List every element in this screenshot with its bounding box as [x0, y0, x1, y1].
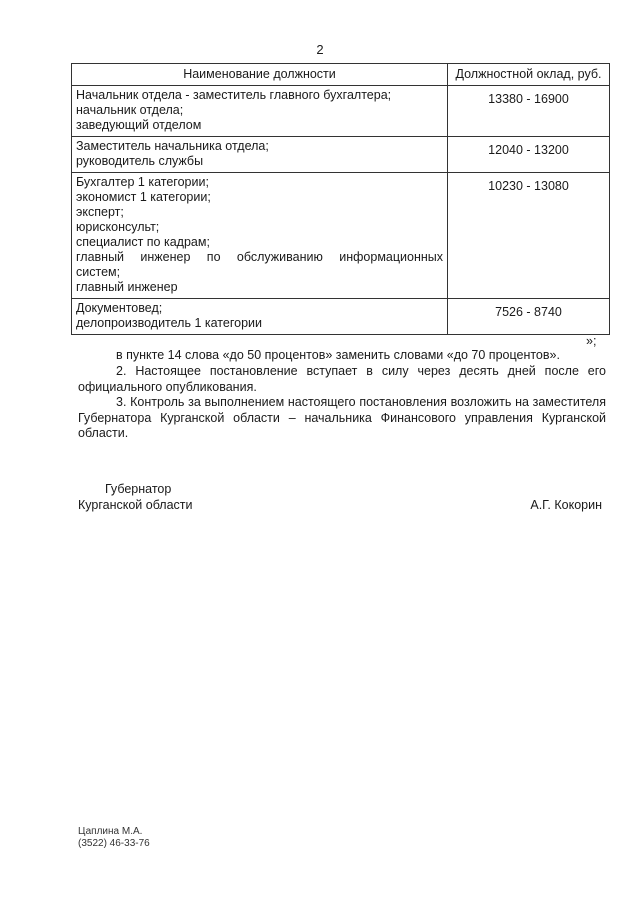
executor-name: Цаплина М.А. [78, 826, 143, 837]
signature-title [78, 481, 193, 513]
signature-title-line: Курганской области [78, 498, 193, 512]
header-position: Наименование должности [72, 64, 448, 86]
position-line: главный инженер по обслуживанию информационных [76, 250, 443, 264]
salary-cell: 12040 - 13200 [448, 137, 610, 173]
position-line: Документовед; [76, 301, 163, 315]
executor-info [78, 826, 150, 850]
table-row [72, 137, 610, 173]
position-line: главный инженер [76, 280, 178, 294]
table-row [72, 173, 610, 299]
position-cell [72, 86, 448, 137]
position-line: специалист по кадрам; [76, 235, 210, 249]
salary-cell: 10230 - 13080 [448, 173, 610, 299]
position-line: делопроизводитель 1 категории [76, 316, 262, 330]
table-row [72, 86, 610, 137]
position-line: руководитель службы [76, 154, 204, 168]
position-line: систем; [76, 265, 121, 279]
position-line: Бухгалтер 1 категории; [76, 175, 209, 189]
position-line: экономист 1 категории; [76, 190, 211, 204]
paragraph-effective-date: 2. Настоящее постановление вступает в силу через десять дней после его официального опубликования. [78, 364, 606, 394]
salary-table [71, 63, 610, 335]
position-cell [72, 173, 448, 299]
table-row [72, 299, 610, 335]
closing-quote: »; [586, 334, 597, 348]
paragraph-control: 3. Контроль за выполнением настоящего постановления возложить на заместителя Губернатора Курганской области – начальника Финансового управления Курганской области. [78, 395, 606, 440]
salary-cell: 13380 - 16900 [448, 86, 610, 137]
salary-cell: 7526 - 8740 [448, 299, 610, 335]
position-line: эксперт; [76, 205, 124, 219]
executor-phone: (3522) 46-33-76 [78, 838, 150, 849]
position-line: юрисконсульт; [76, 220, 160, 234]
position-line: начальник отдела; [76, 103, 184, 117]
position-line: Заместитель начальника отдела; [76, 139, 269, 153]
signature-title-line: Губернатор [105, 482, 172, 496]
position-cell [72, 299, 448, 335]
position-cell [72, 137, 448, 173]
page-number: 2 [316, 42, 324, 57]
table-header-row [72, 64, 610, 86]
signature-name: А.Г. Кокорин [530, 498, 602, 512]
position-line: Начальник отдела - заместитель главного бухгалтера; [76, 88, 392, 102]
paragraph-amendment: в пункте 14 слова «до 50 процентов» заменить словами «до 70 процентов». [116, 348, 560, 362]
header-salary: Должностной оклад, руб. [448, 64, 610, 86]
position-line: заведующий отделом [76, 118, 202, 132]
